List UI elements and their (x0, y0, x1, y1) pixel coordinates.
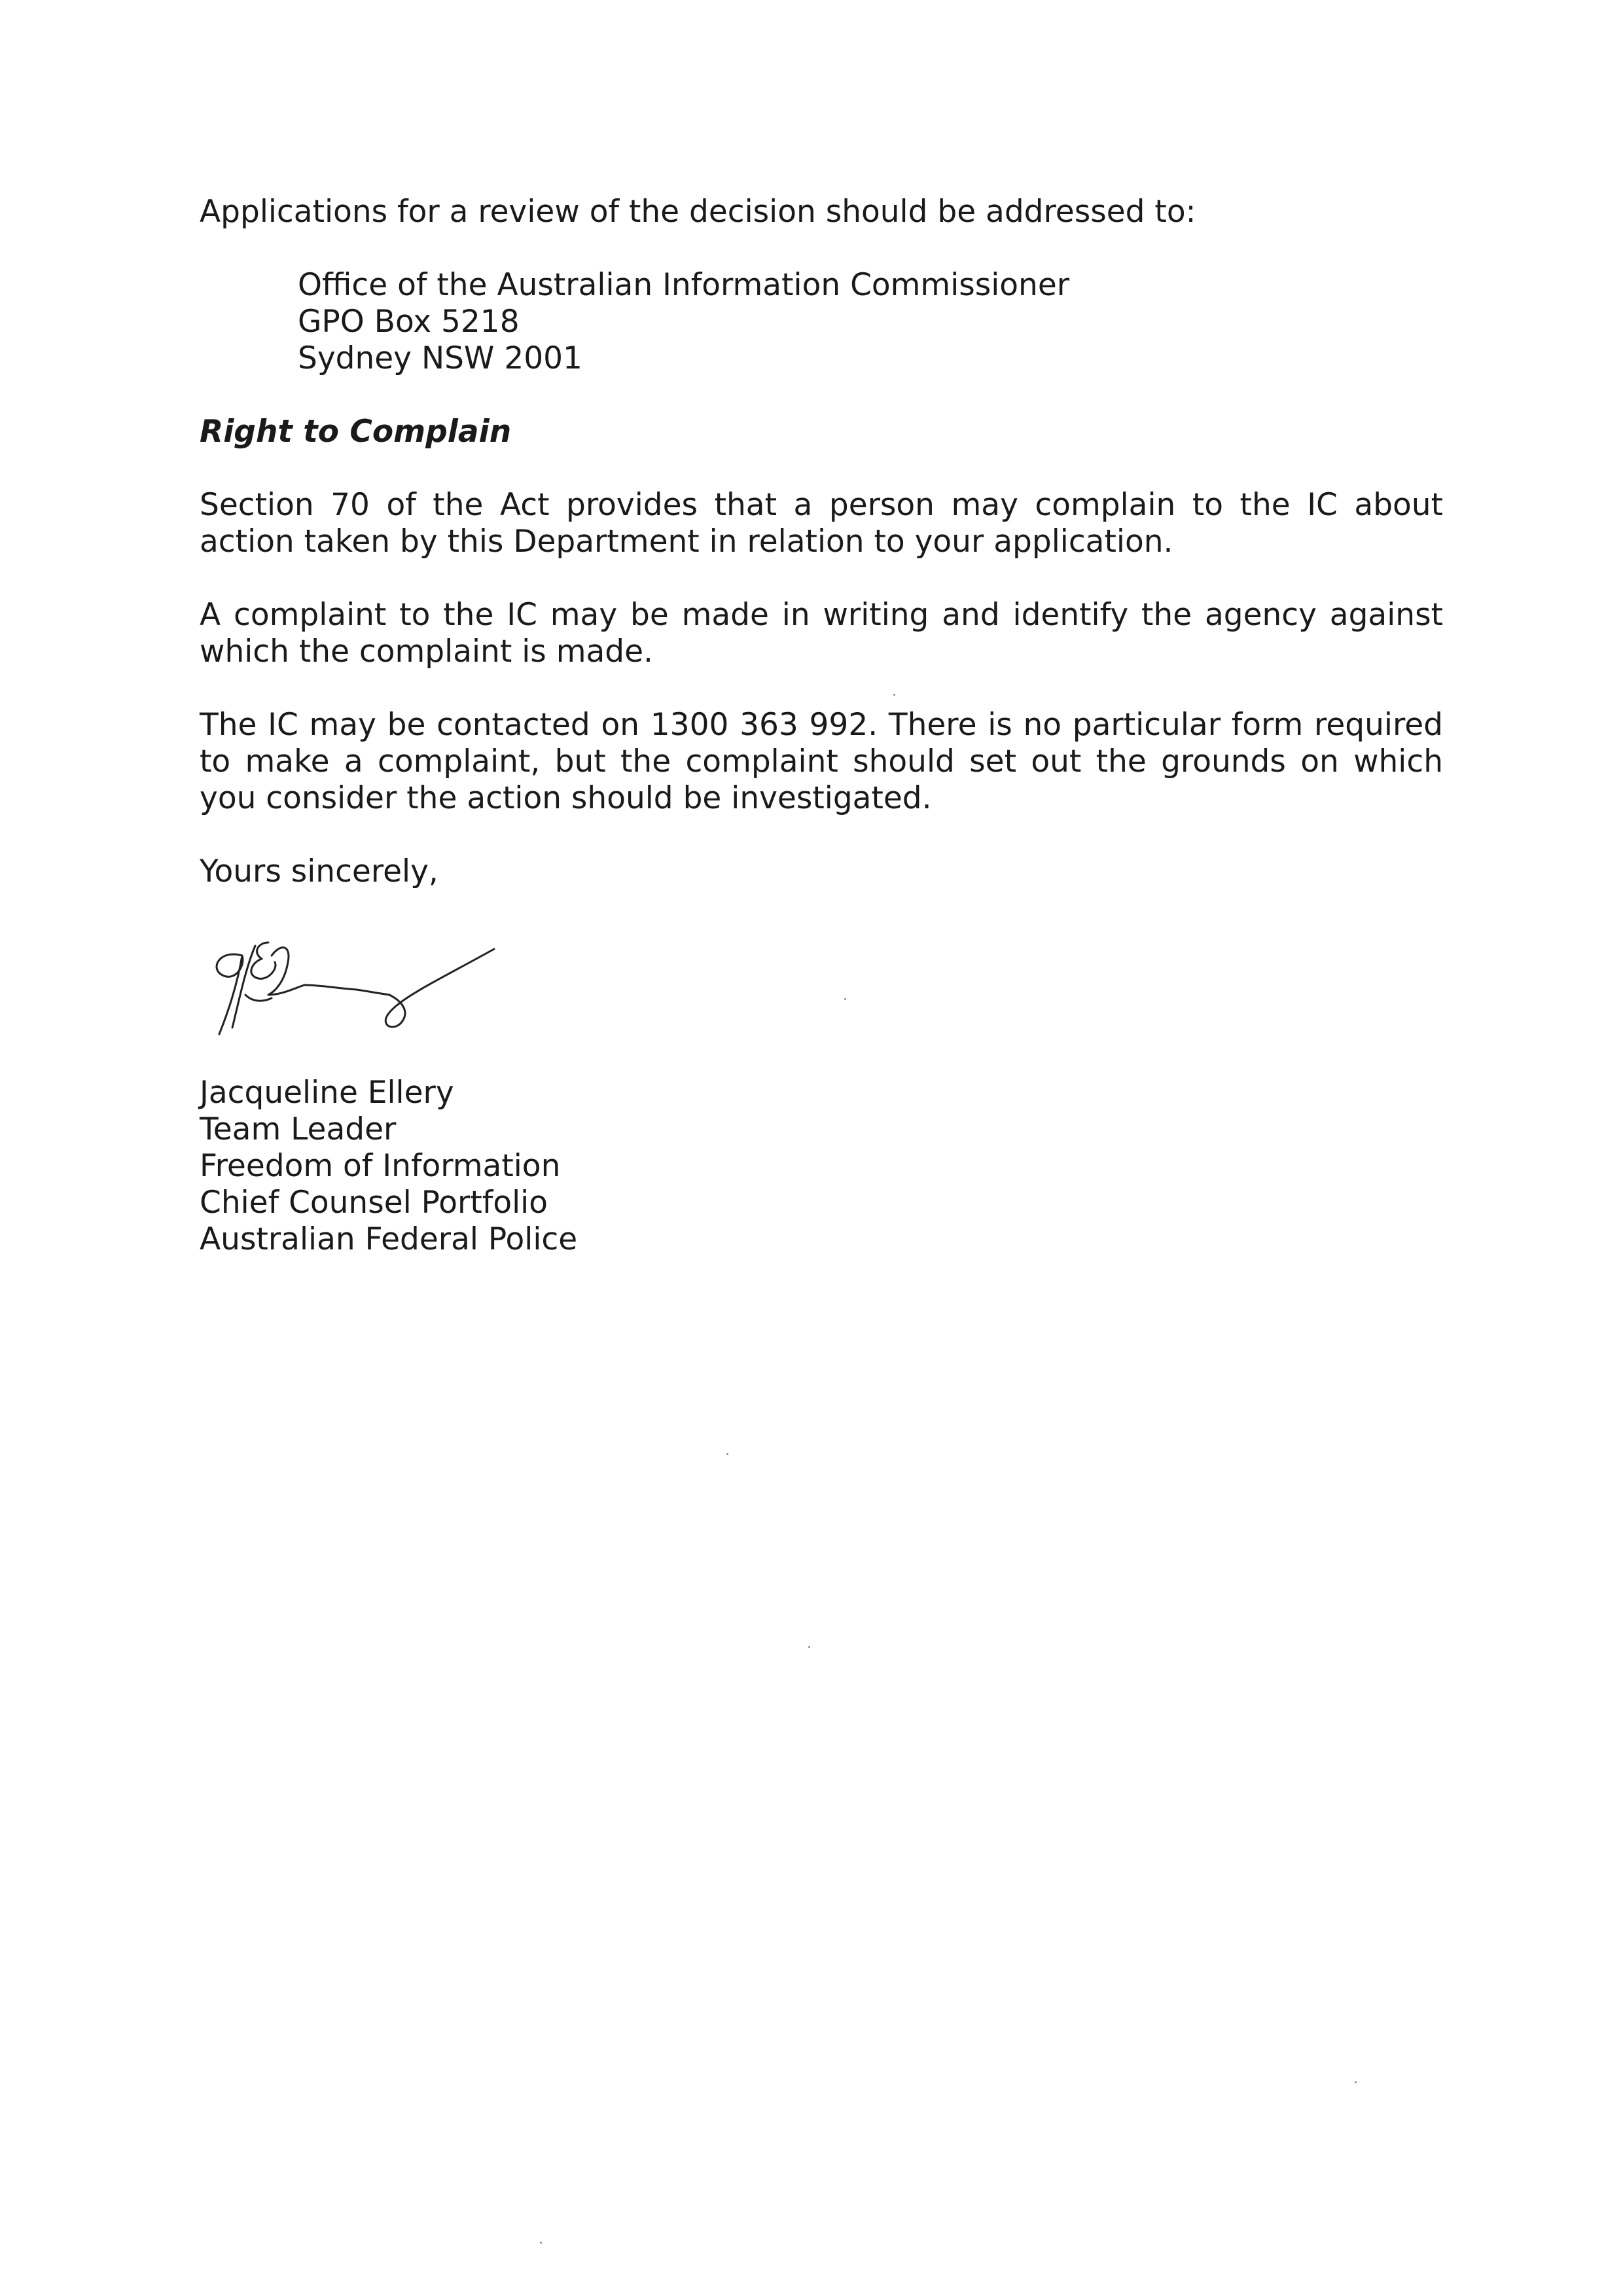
address-line-3: Sydney NSW 2001 (298, 340, 582, 376)
signatory-portfolio: Chief Counsel Portfolio (200, 1185, 548, 1221)
signatory-name: Jacqueline Ellery (200, 1075, 454, 1111)
review-intro: Applications for a review of the decision should be addressed to: (200, 194, 1196, 230)
paragraph-contact: The IC may be contacted on 1300 363 992. There is no particular form required to make a complaint, but the complaint should set out the grounds on which you consider the action should be investigated. (200, 707, 1443, 816)
scan-speck (808, 1646, 810, 1648)
signatory-unit: Freedom of Information (200, 1148, 561, 1184)
paragraph-section-70: Section 70 of the Act provides that a person may complain to the IC about action taken by this Department in relation to your application. (200, 487, 1443, 560)
handwritten-signature (206, 929, 599, 1060)
signatory-agency: Australian Federal Police (200, 1221, 578, 1257)
scan-speck (1355, 2081, 1357, 2083)
signatory-title: Team Leader (200, 1111, 397, 1147)
address-line-1: Office of the Australian Information Commissioner (298, 267, 1070, 303)
signature-block (200, 1075, 577, 1258)
commissioner-address (200, 267, 1443, 377)
scan-speck (726, 1453, 728, 1455)
paragraph-complaint-writing: A complaint to the IC may be made in writing and identify the agency against which the complaint is made. (200, 597, 1443, 670)
address-line-2: GPO Box 5218 (298, 304, 520, 340)
closing-salutation: Yours sincerely, (200, 853, 438, 889)
scan-speck (844, 998, 846, 1000)
scan-speck (540, 2242, 542, 2244)
letter-body (200, 194, 1443, 890)
section-heading: Right to Complain (200, 414, 512, 450)
scan-speck (893, 694, 895, 696)
